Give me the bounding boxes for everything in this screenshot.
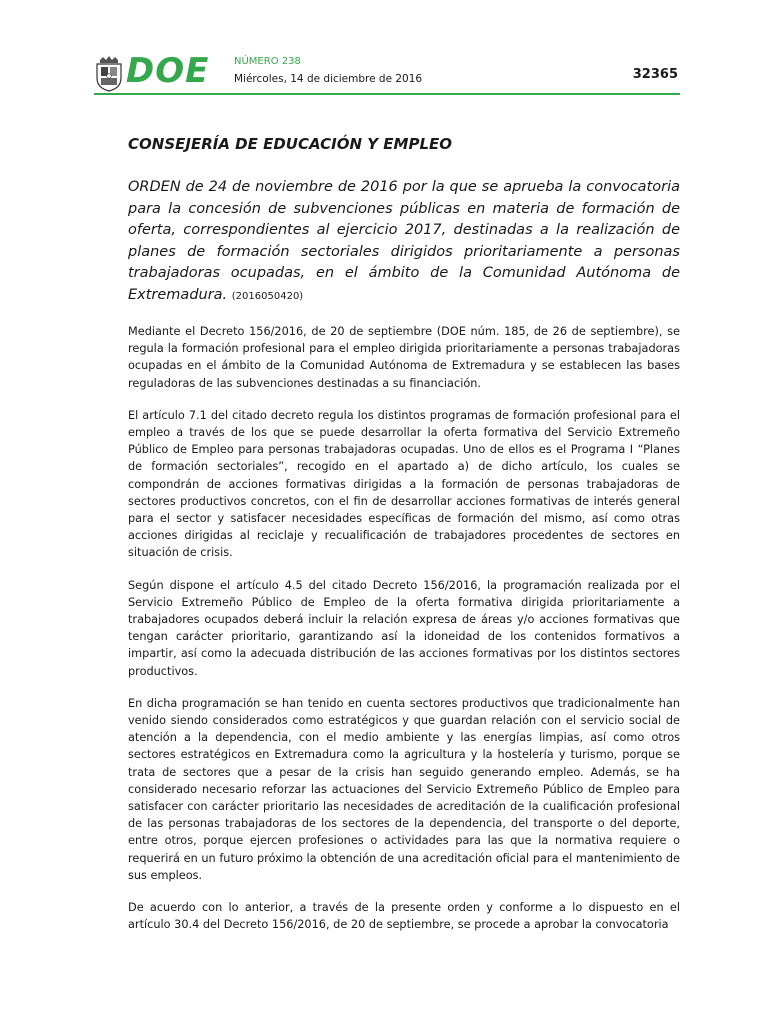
doe-header (94, 51, 680, 94)
publication-date: Miércoles, 14 de diciembre de 2016 (234, 73, 423, 85)
coat-of-arms-icon (94, 56, 124, 92)
paragraph: El artículo 7.1 del citado decreto regula los distintos programas de formación profesional para el empleo a través de los que se puede desarrollar la oferta formativa del Servicio Extremeño Público de Empleo para personas trabajadoras ocupadas. Uno de ellos es el Programa I “Planes de formación sectoriales”, recogido en el apartado a) de dicho artículo, los cuales se compondrán de acciones formativas dirigidas a la formación de personas trabajadoras de sectores productivos concretos, con el fin de desarrollar acciones formativas de interés general para el sector y satisfacer necesidades específicas de formación del mismo, así como otras acciones dirigidas al reciclaje y recualificación de trabajadores procedentes de sectores en situación de crisis. (128, 408, 680, 560)
paragraph: Según dispone el artículo 4.5 del citado Decreto 156/2016, la programación realizada por el Servicio Extremeño Público de Empleo de la oferta formativa dirigida prioritariamente a trabajadores ocupados deberá incluir la relación expresa de áreas y/o acciones formativas que tengan carácter prioritario, garantizando así la idoneidad de los contenidos formativos a impartir, así como la adecuada distribución de las acciones formativas por los distintos sectores productivos. (128, 578, 680, 678)
paragraph: Mediante el Decreto 156/2016, de 20 de septiembre (DOE núm. 185, de 26 de septiembre), se regula la formación profesional para el empleo dirigida prioritariamente a personas trabajadoras ocupadas en el ámbito de la Comunidad Autónoma de Extremadura y se establecen las bases reguladoras de las subvenciones destinadas a su financiación. (128, 325, 680, 390)
doe-logo: DOE (126, 51, 210, 91)
order-code: (2016050420) (231, 290, 304, 302)
document-body (128, 134, 680, 949)
order-heading (128, 177, 680, 307)
issue-number: NÚMERO 238 (234, 56, 301, 67)
section-title: CONSEJERÍA DE EDUCACIÓN Y EMPLEO (128, 135, 453, 153)
page-number: 32365 (632, 67, 678, 82)
order-title: ORDEN de 24 de noviembre de 2016 por la que se aprueba la convocatoria para la concesión de subvenciones públicas en materia de formación de oferta, correspondientes al ejercicio 2017, destinadas a la realización de planes de formación sectoriales dirigidos prioritariamente a personas trabajadoras ocupadas, en el ámbito de la Comunidad Autónoma de Extremadura. (128, 179, 680, 303)
paragraph: De acuerdo con lo anterior, a través de la presente orden y conforme a lo dispuesto en el artículo 30.4 del Decreto 156/2016, de 20 de septiembre, se procede a aprobar la convocatoria (128, 901, 680, 932)
header-divider (94, 93, 680, 95)
paragraph: En dicha programación se han tenido en cuenta sectores productivos que tradicionalmente han venido siendo considerados como estratégicos y que guardan relación con el servicio social de atención a la dependencia, con el medio ambiente y las energías limpias, así como otros sectores estratégicos en Extremadura como la agricultura y la hostelería y turismo, porque se trata de sectores que a pesar de la crisis han seguido generando empleo. Además, se ha considerado necesario reforzar las actuaciones del Servicio Extremeño Público de Empleo para satisfacer con carácter prioritario las necesidades de acreditación de la cualificación profesional de las personas trabajadoras de los sectores de la dependencia, del transporte o del deporte, entre otros, porque ejercen profesiones o actividades para las que la normativa requiere o requerirá en un futuro próximo la obtención de una acreditación oficial para el mantenimiento de sus empleos. (128, 696, 680, 882)
